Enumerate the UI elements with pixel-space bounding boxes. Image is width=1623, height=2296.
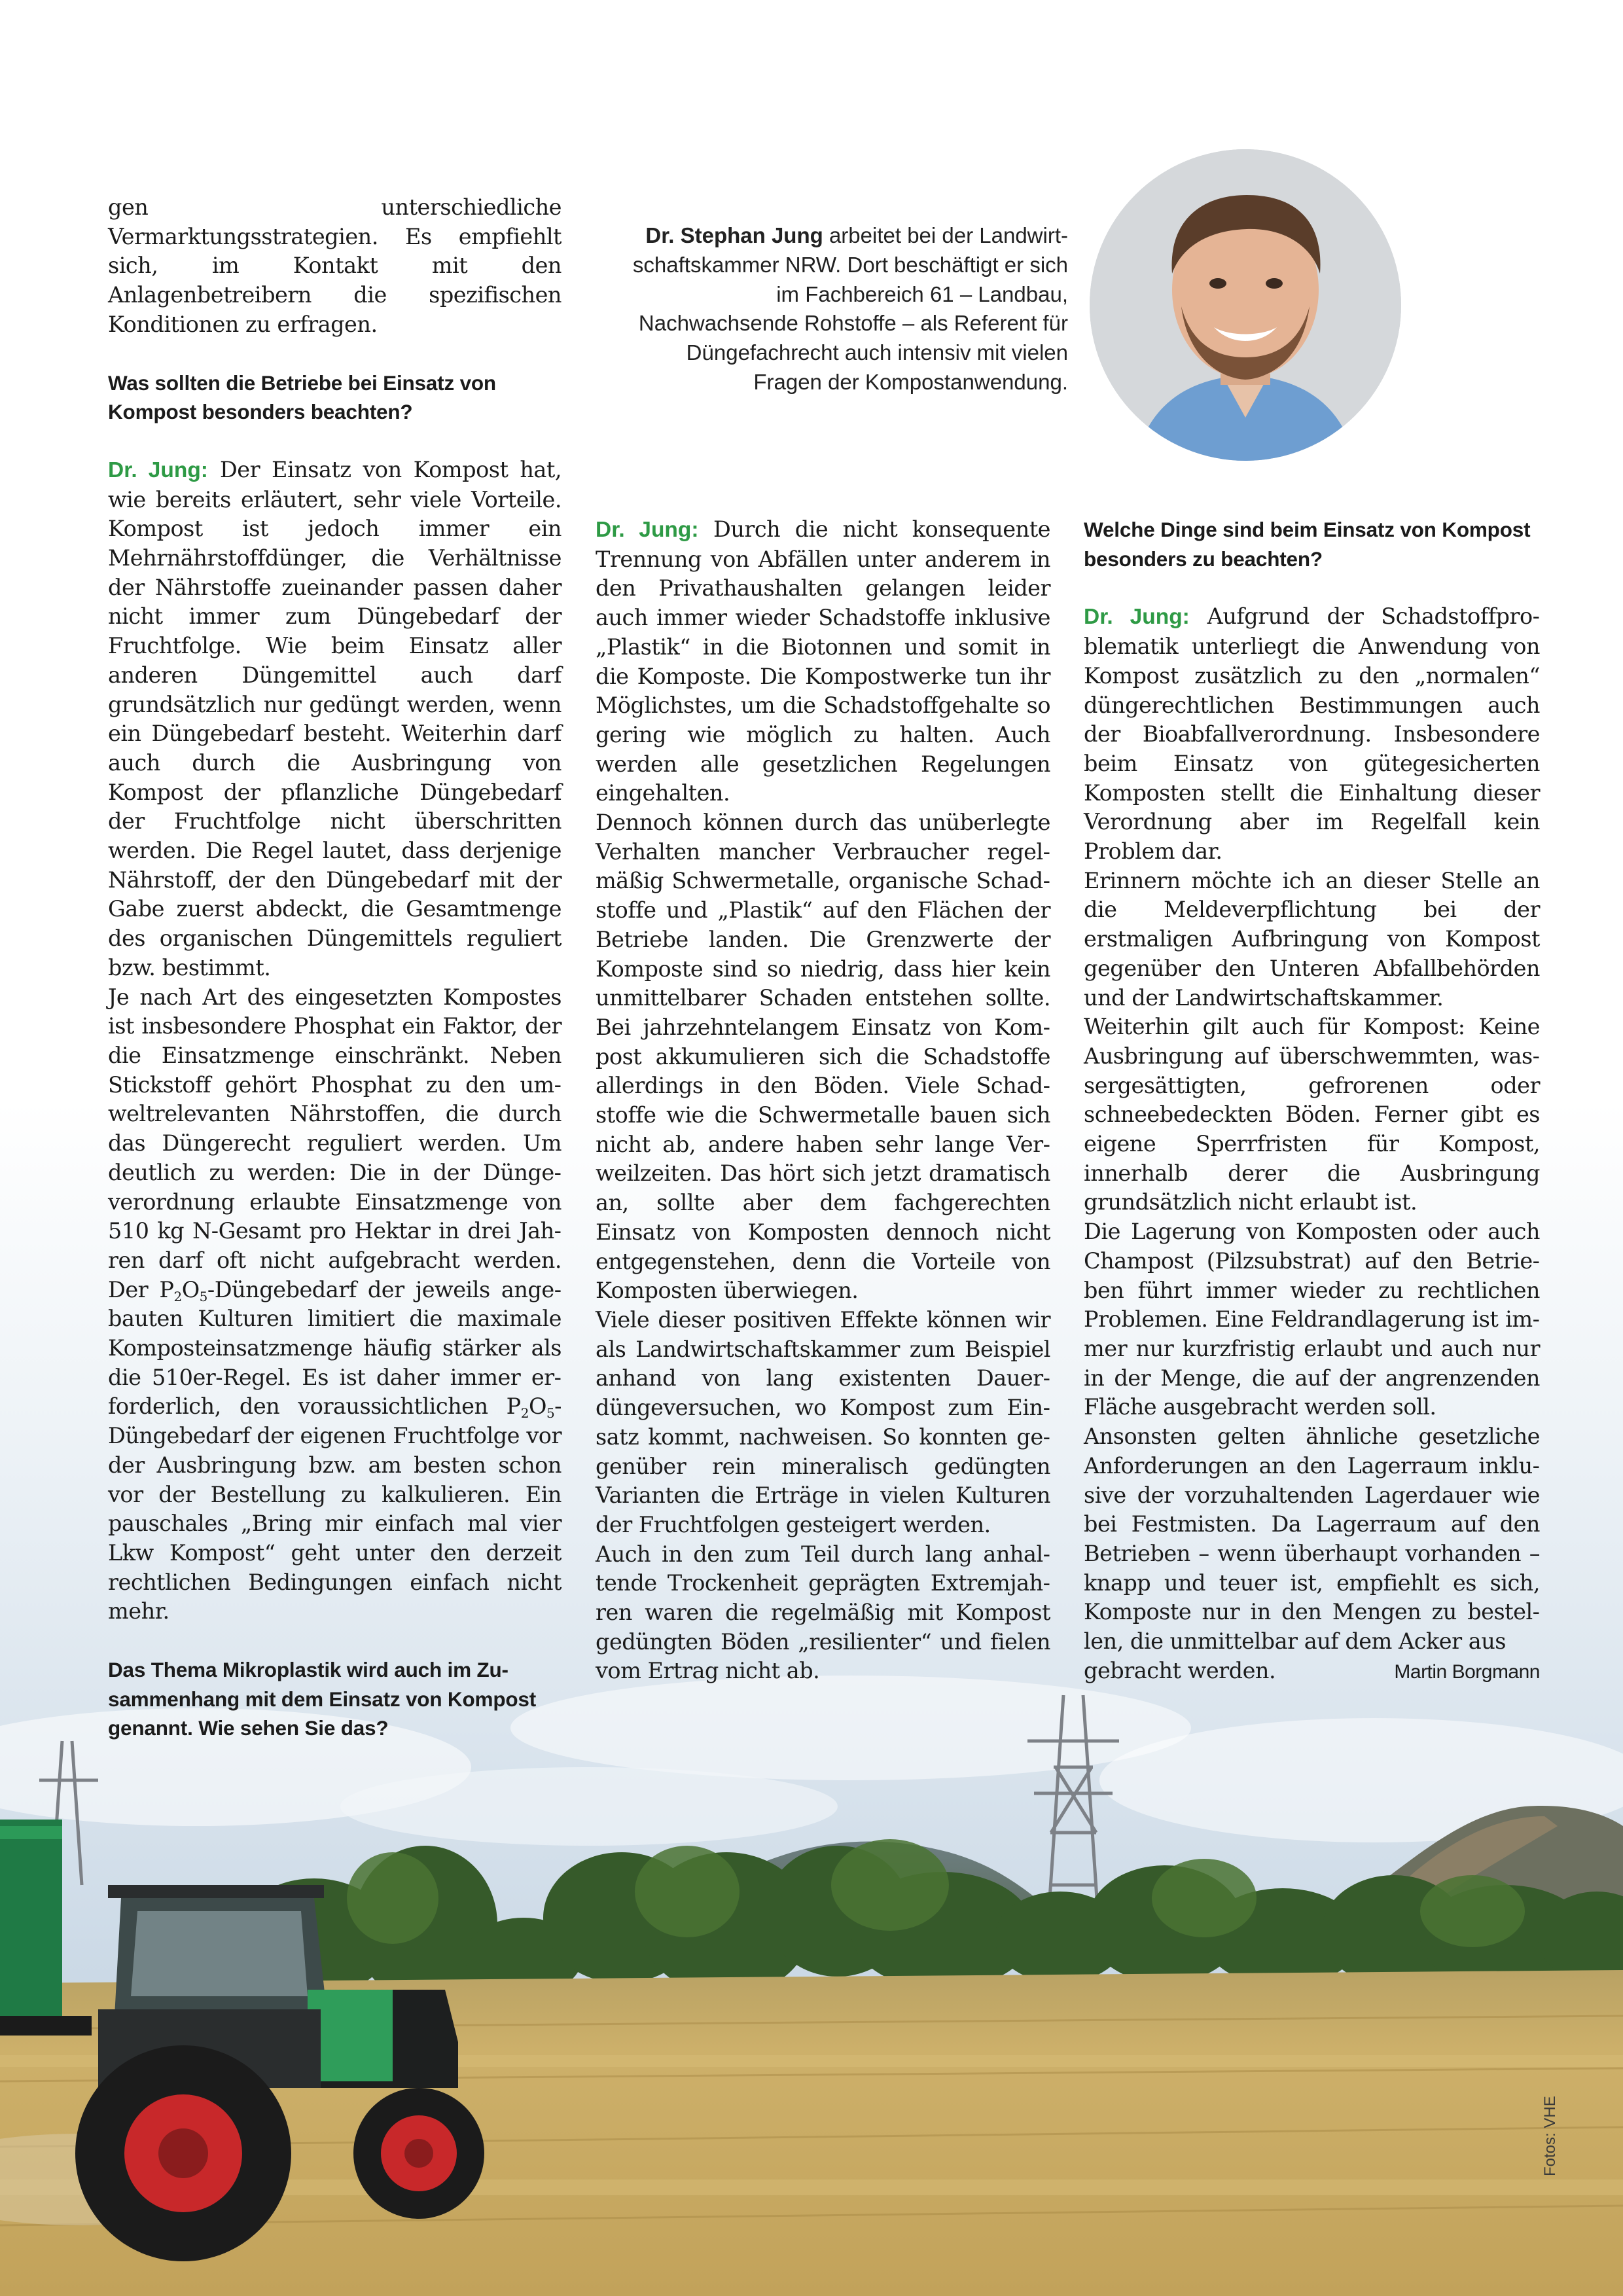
subscript: 2 <box>520 1405 529 1422</box>
question-heading: Das Thema Mikroplastik wird auch im Zusammenhang mit dem Einsatz von Kompost genannt. Wie sehen Sie das? <box>108 1658 537 1740</box>
answer-paragraph <box>108 456 562 983</box>
photo-credit: Fotos: VHE <box>1541 2096 1559 2176</box>
answer-text: -Düngebedarf der jeweils angebauten Kulturen limitiert die maximale Komposteinsatzmenge häufig stärker als die 510er-Regel. Es ist daher immer erforderlich, den voraussichtlichen P <box>108 1276 562 1420</box>
question-heading: Welche Dinge sind beim Einsatz von Kompost besonders zu beachten? <box>1084 518 1531 571</box>
question-heading: Was sollten die Betriebe bei Einsatz von Kompost besonders beachten? <box>108 370 496 424</box>
answer-paragraph: Ansonsten gelten ähnliche gesetzliche Anforderungen an den Lagerraum inklusive der vorzuhaltenden Lagerdauer wie bei Festmisten. Da Lagerraum auf den Betrieben – wenn überhaupt vorhanden – knapp und teuer ist, empfiehlt es sich, Komposte nur in den Mengen zu bestellen, die unmittelbar auf dem Acker aus <box>1084 1424 1540 1655</box>
portrait-photo <box>1090 149 1401 461</box>
author-name: Dr. Stephan Jung <box>645 223 823 247</box>
article-column-2 <box>596 515 1050 1686</box>
answer-text: Durch die nicht konsequente Trennung von Abfällen unter anderem in den Privathaushalten gelangen leider auch immer wieder Schadstoffe inklusive „Plastik“ in die Biotonnen und somit in die Komposte. Die Kompostwerke tun ihr Möglichstes, um die Schadstoffgehalte so gering wie möglich zu halten. Auch werden alle gesetzlichen Regelungen eingehalten. <box>596 516 1050 806</box>
author-signature: Martin Borgmann <box>1394 1660 1540 1683</box>
speaker-label: Dr. Jung: <box>1084 605 1190 630</box>
answer-text: O <box>528 1393 546 1420</box>
answer-text: Aufgrund der Schadstoffproblematik unterliegt die Anwendung von Kompost zusätzlich zu den „normalen“ düngerechtlichen Bestimmungen auch der Bioabfallverordnung. Insbesondere beim Einsatz von gütegesicherten Komposten stellt die Einhaltung dieser Verordnung aber im Regelfall kein Problem dar. <box>1084 603 1540 865</box>
article-column-3 <box>1084 515 1540 1687</box>
closing-line <box>1084 1657 1540 1687</box>
speaker-label: Dr. Jung: <box>108 457 208 482</box>
answer-paragraph: Erinnern möchte ich an dieser Stelle an die Meldeverpflichtung bei der erstmaligen Aufbringung von Kompost gegenüber den Unteren Abfallbehörden und der Landwirtschaftskammer. <box>1084 867 1540 1011</box>
speaker-label: Dr. Jung: <box>596 518 699 542</box>
answer-paragraph <box>596 515 1050 808</box>
answer-paragraph <box>1084 602 1540 866</box>
answer-text: Je nach Art des eingesetzten Kompostes ist insbesondere Phosphat ein Faktor, der die Einsatzmenge einschränkt. Neben Stickstoff gehört Phosphat zu den umweltrelevanten Nährstoffen, die durch das Düngerecht reguliert werden. Um deutlich zu werden: Die in der Düngeverordnung erlaubte Einsatzmenge von 510 kg N-Gesamt pro Hektar in drei Jahren darf oft nicht aufgebracht werden. Der P <box>108 984 562 1302</box>
author-bio <box>615 221 1068 397</box>
answer-paragraph: Viele dieser positiven Effekte können wir als Landwirtschaftskammer zum Beispiel anhand von lang existenten Dauerdüngeversuchen, wo Kompost zum Einsatz kommt, nachweisen. So konnten gegenüber rein mineralisch gedüngten Varianten die Erträge in vielen Kulturen der Fruchtfolgen gesteigert werden. <box>596 1306 1050 1537</box>
answer-paragraph: Weiterhin gilt auch für Kompost: Keine Ausbringung auf überschwemmten, wassergesättigten, gefrorenen oder schneebedeckten Böden. Ferner gibt es eigene Sperrfristen für Kompost, innerhalb derer die Ausbringung grundsätzlich nicht erlaubt ist. <box>1084 1014 1540 1215</box>
answer-paragraph: Die Lagerung von Komposten oder auch Champost (Pilzsubstrat) auf den Betrieben führt immer wieder zu rechtlichen Problemen. Eine Feldrandlagerung ist immer nur kurzfristig erlaubt und auch nur in der Menge, die auf der angrenzenden Fläche ausgebracht werden soll. <box>1084 1219 1540 1420</box>
intro-paragraph: gen unterschiedliche Vermarktungsstrategien. Es empfiehlt sich, im Kontakt mit den Anlagenbetreibern die spezifischen Konditionen zu erfragen. <box>108 194 562 337</box>
portrait-image <box>1090 149 1401 461</box>
answer-paragraph: Auch in den zum Teil durch lang anhaltende Trockenheit geprägten Extremjahren waren die regelmäßig mit Kompost gedüngten Böden „resilienter“ und fielen vom Ertrag nicht ab. <box>596 1541 1050 1684</box>
answer-text: O <box>181 1276 200 1302</box>
subscript: 5 <box>199 1288 207 1304</box>
article-column-1 <box>108 193 562 1772</box>
answer-text: Der Einsatz von Kompost hat, wie bereits erläutert, sehr viele Vorteile. Kompost ist jedoch immer ein Mehrnährstoffdünger, die Verhältnisse der Nährstoffe zueinander passen daher nicht immer zum Düngebedarf der Fruchtfolge. Wie beim Einsatz aller anderen Düngemittel auch darf grundsätzlich nur gedüngt werden, wenn ein Düngebedarf besteht. Weiterhin darf auch durch die Ausbringung von Kompost der pflanzliche Düngebedarf der Fruchtfolge nicht überschritten werden. Die Regel lautet, dass derjenige Nährstoff, der den Düngebedarf mit der Gabe zuerst abdeckt, die Gesamtmenge des organischen Düngemittels reguliert bzw. bestimmt. <box>108 456 562 980</box>
answer-paragraph <box>108 983 562 1626</box>
author-bio-text: arbeitet bei der Landwirtschaftskammer NRW. Dort beschäftigt er sich im Fachbereich 61 – Landbau, Nachwachsende Rohstoffe – als Referent für Düngefachrecht auch intensiv mit vielen Fragen der Kompostanwendung. <box>632 223 1068 394</box>
answer-text: gebracht werden. <box>1084 1657 1276 1683</box>
answer-text: -Düngebedarf der eigenen Fruchtfolge vor der Ausbringung bzw. am besten schon vor der Bestellung zu kalkulieren. Ein pauschales „Bring mir einfach mal vier Lkw Kompost“ geht unter den derzeit rechtlichen Bedingungen einfach nicht mehr. <box>108 1393 562 1624</box>
subscript: 5 <box>546 1405 555 1422</box>
subscript: 2 <box>173 1288 182 1304</box>
answer-paragraph: Dennoch können durch das unüberlegte Verhalten mancher Verbraucher regelmäßig Schwermetalle, organische Schadstoffe und „Plastik“ auf den Flächen der Betriebe landen. Die Grenzwerte der Komposte sind so niedrig, dass hier kein unmittelbarer Schaden entstehen sollte. Bei jahrzehntelangem Einsatz von Kompost akkumulieren sich die Schadstoffe allerdings in den Böden. Viele Schadstoffe wie die Schwermetalle bauen sich nicht ab, andere haben sehr lange Verweilzeiten. Das hört sich jetzt dramatisch an, sollte aber dem fachgerechten Einsatz von Komposten dennoch nicht entgegenstehen, denn die Vorteile von Komposten überwiegen. <box>596 810 1050 1304</box>
